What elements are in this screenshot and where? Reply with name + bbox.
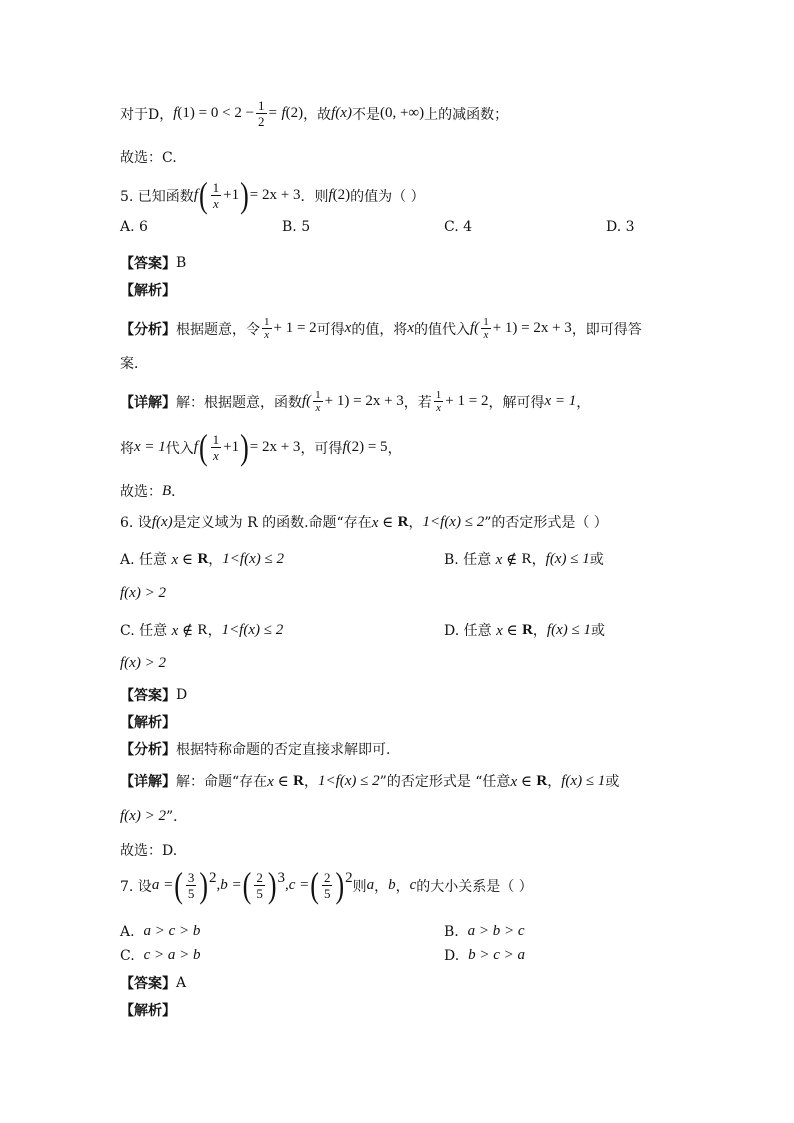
- math: x ∈: [371, 514, 394, 531]
- text: 代入: [165, 440, 194, 457]
- analysis-q5: [120, 316, 642, 341]
- option-d: D. 3: [606, 219, 635, 235]
- text: 案．: [120, 356, 148, 372]
- text: ，: [395, 878, 410, 895]
- math: f(: [302, 393, 312, 409]
- text: 5. 已知函数: [120, 188, 194, 205]
- paren: ): [240, 174, 249, 216]
- math: f: [328, 187, 333, 203]
- math: a > c > b: [143, 923, 201, 939]
- math: R: [197, 550, 209, 567]
- denominator: 5: [256, 886, 263, 901]
- math: b > c > a: [468, 947, 525, 963]
- exponent: 2: [209, 870, 217, 886]
- q6-option-b: [444, 549, 604, 569]
- answer-label: 【答案】: [120, 976, 176, 992]
- math: R: [522, 621, 533, 638]
- numerator: 2: [256, 870, 263, 885]
- text: 或: [589, 552, 604, 568]
- text: 故选：D.: [120, 843, 178, 859]
- math: x ∈: [267, 773, 289, 790]
- q6-option-d-cont: [120, 655, 166, 672]
- text: ，: [547, 774, 562, 790]
- math: b =: [220, 877, 242, 893]
- q6-option-a: [120, 549, 284, 569]
- text: 不是: [351, 106, 380, 123]
- numerator: 1: [258, 98, 265, 113]
- answer-q5: [120, 253, 186, 273]
- math: x: [407, 320, 415, 336]
- text: 6. 设: [120, 515, 152, 531]
- math: f: [545, 550, 550, 567]
- math: (2) = 5: [346, 439, 388, 455]
- q7-option-a: [120, 923, 200, 940]
- math: f: [561, 772, 566, 789]
- section-tag: 【详解】: [120, 394, 176, 411]
- text: 上的减函数；: [424, 106, 509, 123]
- text: 的大小关系是（ ）: [416, 878, 533, 895]
- text: 或: [605, 774, 620, 790]
- analysis-label: 【解析】: [120, 715, 176, 731]
- denominator: x: [315, 402, 321, 414]
- math: (x) ≤ 2: [244, 550, 284, 567]
- math: f: [342, 439, 347, 455]
- analysis-label: 【解析】: [120, 1003, 176, 1019]
- text: ，: [207, 623, 222, 639]
- answer-value: B: [176, 255, 187, 271]
- text: ，: [408, 515, 423, 531]
- math: 1<f: [422, 513, 445, 530]
- math: R: [397, 513, 409, 530]
- math: R: [536, 772, 548, 789]
- text: 根据特称命题的否定直接求解即可.: [176, 742, 391, 758]
- denominator: 5: [187, 886, 195, 901]
- math: x ∈: [171, 551, 193, 568]
- math: f: [331, 105, 336, 121]
- math: (x): [335, 105, 352, 121]
- fraction: [211, 180, 222, 211]
- question-6: [120, 512, 608, 532]
- text: ．: [171, 484, 186, 500]
- paren: (: [242, 864, 252, 906]
- choose-b: [120, 481, 185, 501]
- math: (x): [155, 513, 173, 530]
- denominator: 2: [258, 114, 265, 129]
- math: x ∈: [496, 622, 518, 639]
- numerator: 2: [323, 870, 331, 885]
- math: f: [546, 621, 552, 638]
- denominator: x: [436, 402, 441, 414]
- text: ，: [374, 878, 389, 895]
- math: (1) = 0 < 2 −: [177, 105, 255, 121]
- math: f: [193, 187, 198, 203]
- fraction: [481, 316, 491, 341]
- math: a =: [151, 877, 174, 893]
- math: (2): [332, 187, 351, 203]
- text: ”的否定形式是 “任意: [379, 774, 511, 790]
- math: (2): [285, 105, 304, 121]
- math: c: [409, 877, 417, 893]
- analysis-label-q5: [120, 280, 176, 300]
- analysis-label-q7: [120, 1000, 176, 1020]
- text: C. 任意: [120, 623, 168, 639]
- text: B.: [444, 923, 459, 940]
- math: (x) > 2: [124, 585, 166, 601]
- text: 则: [352, 878, 367, 895]
- analysis-q6: [120, 739, 390, 759]
- question-5: [120, 174, 425, 216]
- math: f: [173, 105, 178, 121]
- paren: (: [310, 864, 319, 906]
- math: ,: [285, 877, 289, 893]
- denominator: x: [213, 196, 219, 211]
- math: b: [388, 877, 396, 893]
- answer-q7: [120, 973, 186, 993]
- numerator: 1: [435, 389, 442, 401]
- fraction: [313, 389, 323, 414]
- q6-option-d: [444, 620, 605, 640]
- math: +1: [223, 187, 240, 203]
- paren: ): [199, 864, 209, 906]
- q6-option-c: [120, 620, 283, 640]
- text: A.: [120, 923, 135, 940]
- denominator: x: [483, 329, 489, 341]
- text: 故选：: [120, 484, 162, 500]
- numerator: 3: [187, 870, 195, 885]
- math: + 1 = 2: [445, 393, 489, 409]
- answer-value: A: [176, 975, 187, 991]
- numerator: 1: [212, 432, 220, 447]
- q7-option-b: [444, 923, 525, 940]
- math: R: [197, 621, 208, 638]
- text: D.: [444, 947, 460, 964]
- question-7: [120, 864, 533, 906]
- fraction: [186, 870, 197, 901]
- analysis-label: 【解析】: [120, 283, 176, 299]
- math: +1: [223, 439, 240, 455]
- math: + 1) = 2x + 3: [492, 320, 572, 336]
- math: 1<f: [317, 772, 340, 789]
- analysis-label-q6: [120, 712, 176, 732]
- text: ，: [387, 440, 402, 457]
- fraction: [211, 432, 222, 463]
- text: 或: [590, 623, 605, 639]
- text: 将: [120, 440, 134, 457]
- numerator: 1: [212, 180, 220, 195]
- math: (x) ≤ 2: [339, 772, 380, 789]
- math: =: [268, 105, 277, 121]
- math: f(: [470, 320, 480, 336]
- text: A. 任意: [120, 552, 168, 568]
- math: x ∉: [495, 551, 518, 568]
- math: (x) ≤ 2: [444, 513, 485, 530]
- text: ”的否定形式是（ ）: [484, 515, 608, 531]
- fraction: [322, 870, 333, 901]
- q6-option-b-cont: [120, 585, 166, 602]
- text: B. 任意: [444, 552, 492, 568]
- text: 可得: [316, 321, 345, 338]
- denominator: x: [264, 329, 270, 341]
- math: 1<f: [221, 621, 244, 638]
- text: D. 任意: [444, 623, 492, 639]
- math: = 2x + 3: [249, 187, 301, 203]
- text: 是定义域为 R 的函数.命题“存在: [172, 515, 372, 531]
- text: ，: [208, 552, 223, 568]
- paren: (: [174, 864, 183, 906]
- math: + 1 = 2: [273, 320, 317, 336]
- detail-q6-cont: [120, 806, 187, 826]
- numerator: 1: [264, 316, 270, 328]
- math: = 2x + 3: [249, 439, 301, 455]
- fraction: [434, 389, 444, 414]
- analysis-q5-cont: [120, 353, 148, 373]
- math: f: [120, 585, 125, 601]
- math: f: [193, 439, 198, 455]
- paren: ): [240, 426, 249, 468]
- fraction: [254, 870, 265, 901]
- text: 7. 设: [120, 878, 152, 895]
- math: 1<f: [222, 550, 245, 567]
- math: + 1) = 2x + 3: [324, 393, 404, 409]
- math: (x) ≤ 1: [549, 550, 590, 567]
- fraction: [256, 98, 267, 129]
- numerator: 1: [483, 316, 489, 328]
- math: c =: [288, 877, 310, 893]
- text: 根据题意，令: [176, 321, 260, 338]
- section-tag: 【分析】: [120, 742, 176, 758]
- math: B: [162, 482, 172, 499]
- text: ”．: [165, 809, 188, 825]
- line-answer-c: [120, 147, 177, 167]
- math: R: [521, 550, 532, 567]
- text: ，: [531, 552, 546, 568]
- math: (0, +∞): [379, 105, 425, 121]
- text: ，: [303, 774, 318, 790]
- text: ，可得: [300, 440, 343, 457]
- math: (x) > 2: [124, 807, 166, 824]
- math: a > b > c: [467, 923, 525, 939]
- text: ，: [576, 394, 591, 411]
- math: (x) ≤ 2: [243, 621, 284, 638]
- text: 对于D，: [120, 106, 174, 123]
- exponent: 3: [277, 870, 285, 886]
- math: (x) ≤ 1: [551, 621, 591, 638]
- answer-label: 【答案】: [120, 256, 176, 272]
- text: 故选：C.: [120, 150, 177, 166]
- option-b: B. 5: [282, 219, 311, 235]
- numerator: 1: [315, 389, 321, 401]
- math: (x) ≤ 1: [565, 772, 606, 789]
- paren: ): [267, 864, 277, 906]
- text: ．则: [300, 188, 329, 205]
- option-a: A. 6: [120, 219, 148, 235]
- section-tag: 【详解】: [120, 774, 176, 790]
- text: ，故: [303, 106, 332, 123]
- text: ，即可得答: [571, 321, 642, 338]
- answer-label: 【答案】: [120, 688, 176, 704]
- math: ,: [216, 877, 221, 893]
- math: f: [120, 655, 125, 671]
- q7-option-d: [444, 947, 525, 964]
- math: (x) > 2: [124, 655, 166, 671]
- math: c > a > b: [143, 947, 201, 963]
- text: 的值代入: [414, 321, 471, 338]
- line-d-check: [120, 98, 508, 129]
- exponent: 2: [345, 870, 353, 886]
- detail-q5: [120, 389, 590, 414]
- text: 解：命题“存在: [176, 774, 268, 790]
- math: x ∈: [510, 773, 532, 790]
- math: x ∉: [171, 622, 194, 639]
- detail-q5-cont: [120, 426, 402, 468]
- text: ，: [532, 623, 547, 639]
- math: f: [281, 105, 286, 121]
- denominator: x: [212, 448, 219, 463]
- denominator: 5: [323, 886, 331, 901]
- answer-q6: [120, 685, 187, 705]
- math: x = 1: [134, 439, 166, 455]
- text: ，若: [403, 394, 432, 411]
- text: 解：根据题意，函数: [176, 394, 302, 411]
- text: ，解可得: [488, 394, 545, 411]
- answer-value: D: [176, 687, 188, 703]
- detail-q6: [120, 771, 619, 791]
- section-tag: 【分析】: [120, 321, 176, 338]
- math: f: [151, 513, 156, 530]
- fraction: [262, 316, 272, 341]
- paren: (: [198, 426, 208, 468]
- math: R: [293, 772, 304, 789]
- text: C.: [120, 947, 135, 964]
- math: x: [344, 320, 352, 336]
- q7-option-c: [120, 947, 200, 964]
- math: a: [366, 877, 375, 893]
- choose-d: [120, 840, 177, 860]
- text: 的值为（ ）: [350, 188, 425, 205]
- math: x = 1: [544, 393, 577, 409]
- option-c: C. 4: [444, 219, 473, 235]
- paren: (: [198, 174, 208, 216]
- paren: ): [335, 864, 345, 906]
- text: 的值，将: [351, 321, 408, 338]
- math: f: [120, 807, 125, 824]
